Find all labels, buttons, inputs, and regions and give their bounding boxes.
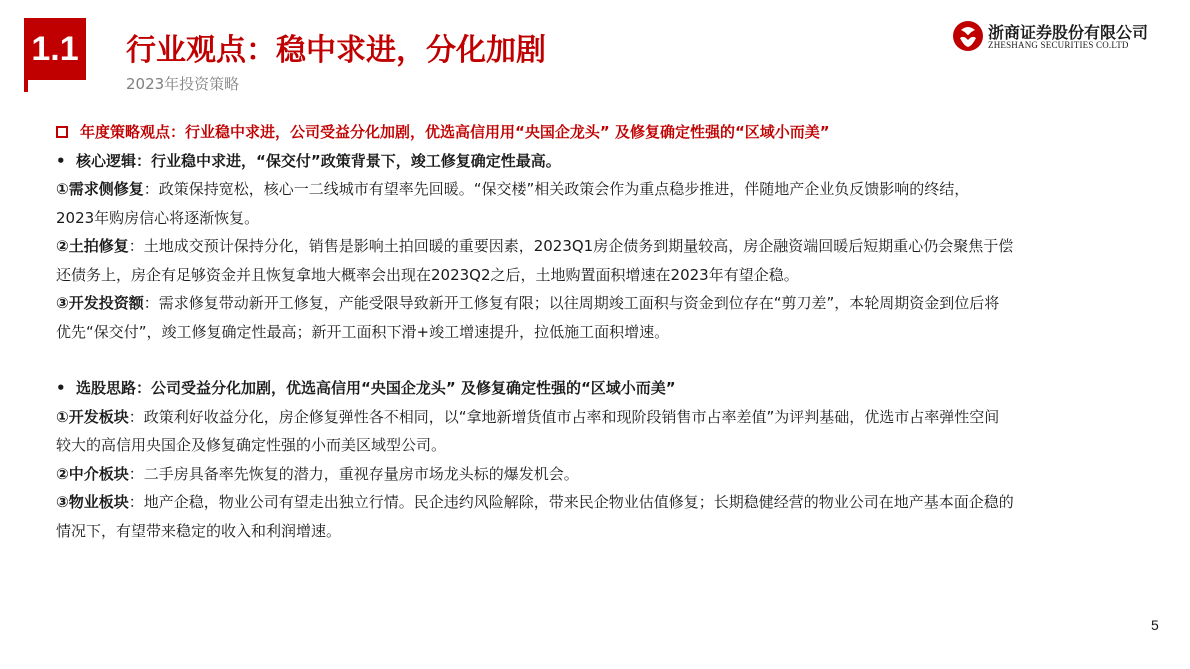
page-title: 行业观点：稳中求进，分化加剧 [126,33,546,68]
stock-pick-text: 选股思路：公司受益分化加剧，优选高信用“央国企龙头” 及修复确定性强的“区域小而美” [76,379,676,397]
headline [56,118,1168,147]
prop-text-1: ：地产企稳，物业公司有望走出独立行情。民企违约风险解除，带来民企物业估值修复；长期稳健经营的物业公司在地产基本面企稳的 [128,493,1014,511]
core-logic-text: 核心逻辑：行业稳中求进，“保交付”政策背景下，竣工修复确定性最高。 [76,151,561,170]
prop-label: ③物业板块 [56,493,129,511]
dev-paragraph-line-2: 较大的高信用央国企及修复确定性强的小而美区域型公司。 [56,436,447,454]
land-text-1: ：土地成交预计保持分化，销售是影响土拍回暖的重要因素，2023Q1房企债务到期量较高，房企融资端回暖后短期重心仍会聚焦于偿 [128,237,1014,255]
bullet-dot: • [56,151,66,170]
demand-paragraph-line-1 [56,175,1168,204]
invest-label: ③开发投资额 [56,294,144,312]
company-logo [952,18,1164,58]
land-label: ②土拍修复 [56,237,129,255]
prop-paragraph-line-2: 情况下，有望带来稳定的收入和利润增速。 [56,521,342,540]
logo-english-name: ZHESHANG SECURITIES CO.LTD [988,40,1129,50]
dev-paragraph-line-1 [56,403,1168,432]
dev-text-1: ：政策利好收益分化，房企修复弹性各不相同，以“拿地新增货值市占率和现阶段销售市占率差值”为评判基础，优选市占率弹性空间 [128,407,1000,426]
page-number: 5 [1151,617,1159,633]
land-paragraph-line-2: 还债务上，房企有足够资金并且恢复拿地大概率会出现在2023Q2之后，土地购置面积增速在2023年有望企稳。 [56,265,799,284]
prop-paragraph-line-1 [56,488,1168,517]
invest-paragraph-line-1 [56,289,1168,318]
demand-text-1: ：政策保持宽松，核心一二线城市有望率先回暖。“保交楼”相关政策会作为重点稳步推进，伴随地产企业负反馈影响的终结， [143,180,970,198]
headline-text: 年度策略观点：行业稳中求进，公司受益分化加剧，优选高信用用“央国企龙头” 及修复确定性强的“区域小而美” [80,123,830,141]
main-content [56,118,1168,545]
spacer [56,346,1168,374]
zheshang-logo-icon [952,20,984,52]
dev-label: ①开发板块 [56,407,129,426]
section-badge-tab [24,80,28,92]
agent-label: ②中介板块 [56,464,129,483]
invest-paragraph-line-2: 优先“保交付”，竣工修复确定性最高；新开工面积下滑+竣工增速提升，拉低施工面积增速。 [56,322,670,341]
land-paragraph-line-1 [56,232,1168,261]
logo-chinese-name: 浙商证券股份有限公司 [988,23,1149,42]
demand-paragraph-line-2: 2023年购房信心将逐渐恢复。 [56,208,260,227]
core-logic-heading [56,147,1168,176]
section-number-badge: 1.1 [24,18,86,80]
demand-label: ①需求侧修复 [56,180,144,198]
invest-text-1: ：需求修复带动新开工修复，产能受限导致新开工修复有限；以往周期竣工面积与资金到位存在“剪刀差”，本轮周期资金到位后将 [143,294,1000,312]
agent-paragraph-line-1 [56,460,1168,489]
bullet-dot: • [56,379,66,397]
agent-text-1: ：二手房具备率先恢复的潜力，重视存量房市场龙头标的爆发机会。 [128,464,579,483]
stock-pick-heading [56,374,1168,403]
page-subtitle: 2023年投资策略 [126,75,240,93]
square-bullet-icon [56,126,68,138]
